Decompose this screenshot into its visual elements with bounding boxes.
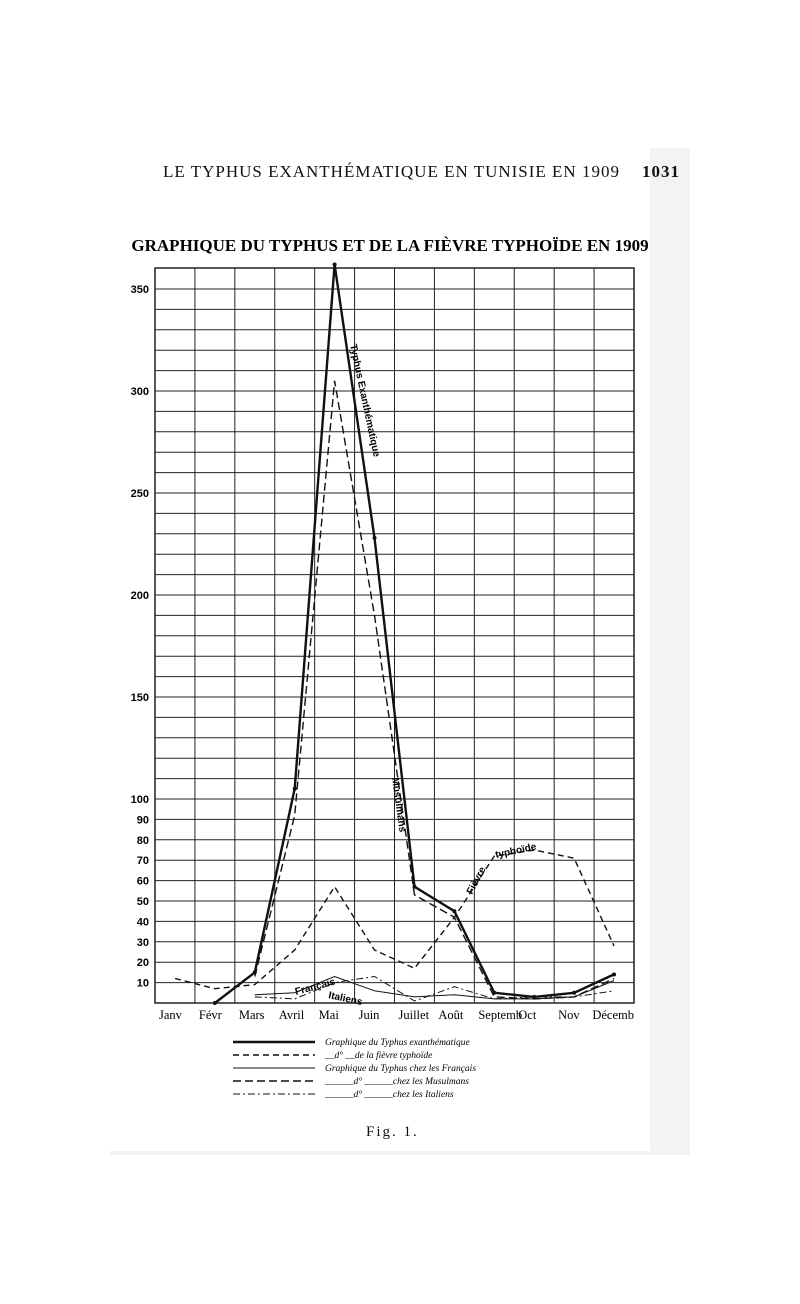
page-number: 1031 bbox=[642, 162, 680, 181]
legend-label: Graphique du Typhus exanthématique bbox=[325, 1038, 470, 1048]
legend-label: __d° __de la fièvre typhoïde bbox=[325, 1051, 433, 1061]
data-point bbox=[213, 1001, 217, 1005]
legend-label: ______d° ______chez les Italiens bbox=[325, 1090, 454, 1100]
y-tick-label: 150 bbox=[130, 692, 149, 704]
data-point bbox=[293, 787, 297, 791]
chart-title: GRAPHIQUE DU TYPHUS ET DE LA FIÈVRE TYPHOÏDE EN 1909 bbox=[131, 236, 649, 255]
x-tick-label: Août bbox=[438, 1008, 464, 1022]
curve-label: Musulmans bbox=[389, 776, 408, 833]
legend-label: ______d° ______chez les Musulmans bbox=[325, 1077, 469, 1087]
curve-labels bbox=[294, 343, 538, 1008]
data-point bbox=[412, 885, 416, 889]
x-tick-label: Mars bbox=[238, 1008, 265, 1022]
y-tick-label: 200 bbox=[130, 590, 149, 602]
y-tick-label: 20 bbox=[136, 957, 149, 970]
x-tick-label: Janv bbox=[159, 1008, 182, 1022]
x-tick-label: Juin bbox=[358, 1008, 380, 1022]
curve-label: Italiens bbox=[327, 990, 364, 1009]
x-tick-label: Oct bbox=[518, 1008, 537, 1022]
x-tick-label: Décemb bbox=[592, 1008, 634, 1022]
y-tick-label: 40 bbox=[136, 916, 149, 929]
chart-legend bbox=[233, 1038, 476, 1100]
data-point bbox=[572, 991, 576, 995]
legend-label: Graphique du Typhus chez les Français bbox=[325, 1064, 477, 1074]
y-axis-ticks bbox=[131, 284, 149, 990]
data-point bbox=[373, 536, 377, 540]
y-tick-label: 60 bbox=[136, 875, 149, 888]
y-tick-label: 90 bbox=[136, 814, 149, 827]
x-tick-label: Septemb bbox=[478, 1008, 523, 1022]
x-tick-label: Avril bbox=[278, 1008, 305, 1022]
y-tick-label: 350 bbox=[130, 284, 149, 296]
data-point bbox=[612, 972, 616, 976]
curve-label: typhoïde bbox=[494, 841, 538, 861]
curve-label: Typhus Exanthématique bbox=[347, 343, 382, 458]
figure-caption: Fig. 1. bbox=[366, 1124, 419, 1140]
y-tick-label: 70 bbox=[136, 855, 149, 868]
y-tick-label: 30 bbox=[136, 936, 149, 949]
data-point bbox=[333, 263, 337, 267]
x-tick-label: Nov bbox=[558, 1008, 580, 1022]
chart-series bbox=[175, 263, 616, 1005]
curve-label: Fièvre bbox=[464, 865, 489, 897]
y-tick-label: 300 bbox=[130, 386, 149, 398]
y-tick-label: 250 bbox=[130, 488, 149, 500]
data-point bbox=[452, 909, 456, 913]
chart-grid bbox=[155, 268, 634, 1003]
y-tick-label: 80 bbox=[136, 834, 149, 847]
y-tick-label: 100 bbox=[130, 794, 149, 806]
curve-label: Français bbox=[293, 976, 337, 998]
x-tick-label: Févr bbox=[198, 1008, 222, 1022]
x-axis-ticks bbox=[159, 1008, 634, 1022]
x-tick-label: Mai bbox=[318, 1008, 339, 1022]
x-tick-label: Juillet bbox=[398, 1008, 430, 1022]
y-tick-label: 10 bbox=[136, 977, 149, 990]
running-title: LE TYPHUS EXANTHÉMATIQUE EN TUNISIE EN 1909 bbox=[163, 162, 620, 181]
y-tick-label: 50 bbox=[136, 896, 149, 908]
